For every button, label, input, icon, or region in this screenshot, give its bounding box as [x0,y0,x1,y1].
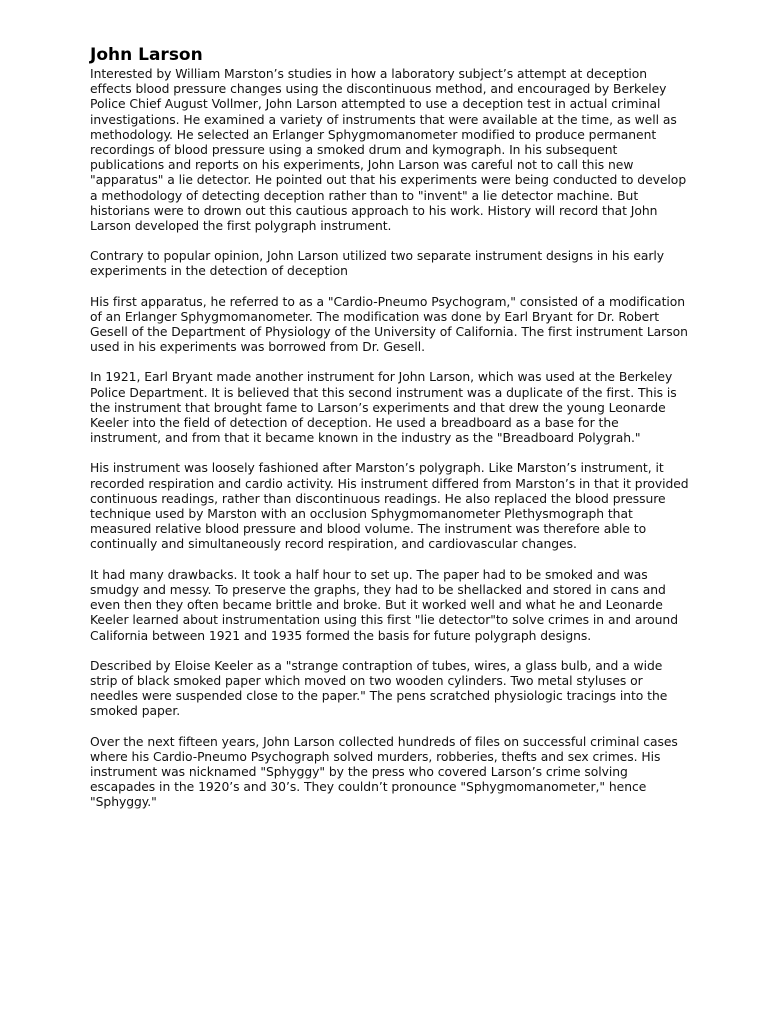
paragraph-intro: Interested by William Marston’s studies in how a laboratory subject’s attempt at deception effects blood pressure changes using the discontinuous method, and encouraged by Berkeley Police Chief August Vollmer, John Larson attempted to use a deception test in actual criminal investigations. He examined a variety of instruments that were available at the time, as well as methodology. He selected an Erlanger Sphygmomanometer modified to produce permanent recordings of blood pressure using a smoked drum and kymograph. In his subsequent publications and reports on his experiments, John Larson was careful not to call this new "apparatus" a lie detector. He pointed out that his experiments were being conducted to develop a methodology of detecting deception rather than to "invent" a lie detector machine. But historians were to drown out this cautious approach to his work. History will record that John Larson developed the first polygraph instrument. [90,67,687,234]
page-title: John Larson [90,45,203,65]
paragraph-two-designs: Contrary to popular opinion, John Larson utilized two separate instrument designs in his early experiments in the detection of deception [90,249,665,279]
paragraph-first-apparatus: His first apparatus, he referred to as a "Cardio-Pneumo Psychogram," consisted of a modification of an Erlanger Sphygmomanometer. The modification was done by Earl Bryant for Dr. Robert Gesell of the Department of Physiology of the University of California. The first instrument Larson used in his experiments was borrowed from Dr. Gesell. [90,294,688,355]
paragraph-eloise-description: Described by Eloise Keeler as a "strange contraption of tubes, wires, a glass bulb, and a wide strip of black smoked paper which moved on two wooden cylinders. Two metal styluses or needles were suspended close to the paper." The pens scratched physiologic tracings into the smoked paper. [90,658,668,719]
paragraph-instrument-design: His instrument was loosely fashioned after Marston’s polygraph. Like Marston’s instrument, it recorded respiration and cardio activity. His instrument differed from Marston’s in that it provided continuous readings, rather than discontinuous readings. He also replaced the blood pressure technique used by Marston with an occlusion Sphygmomanometer Plethysmograph that measured relative blood pressure and blood volume. The instrument was therefore able to continually and simultaneously record respiration, and cardiovascular changes. [90,461,689,552]
document-page [90,44,690,826]
paragraph-sphyggy: Over the next fifteen years, John Larson collected hundreds of files on successful criminal cases where his Cardio-Pneumo Psychograph solved murders, robberies, thefts and sex crimes. His instrument was nicknamed "Sphyggy" by the press who covered Larson’s crime solving escapades in the 1920’s and 30’s. They couldn’t pronounce "Sphygmomanometer," hence "Sphyggy." [90,734,678,810]
paragraph-1921-instrument: In 1921, Earl Bryant made another instrument for John Larson, which was used at the Berkeley Police Department. It is believed that this second instrument was a duplicate of the first. This is the instrument that brought fame to Larson’s experiments and that drew the young Leonarde Keeler into the field of detection of deception. He used a breadboard as a base for the instrument, and from that it became known in the industry as the "Breadboard Polygrah." [90,370,677,446]
paragraph-drawbacks: It had many drawbacks. It took a half hour to set up. The paper had to be smoked and was smudgy and messy. To preserve the graphs, they had to be shellacked and stored in cans and even then they often became brittle and broke. But it worked well and what he and Leonarde Keeler learned about instrumentation using this first "lie detector"to solve crimes in and around California between 1921 and 1935 formed the basis for future polygraph designs. [90,567,678,643]
